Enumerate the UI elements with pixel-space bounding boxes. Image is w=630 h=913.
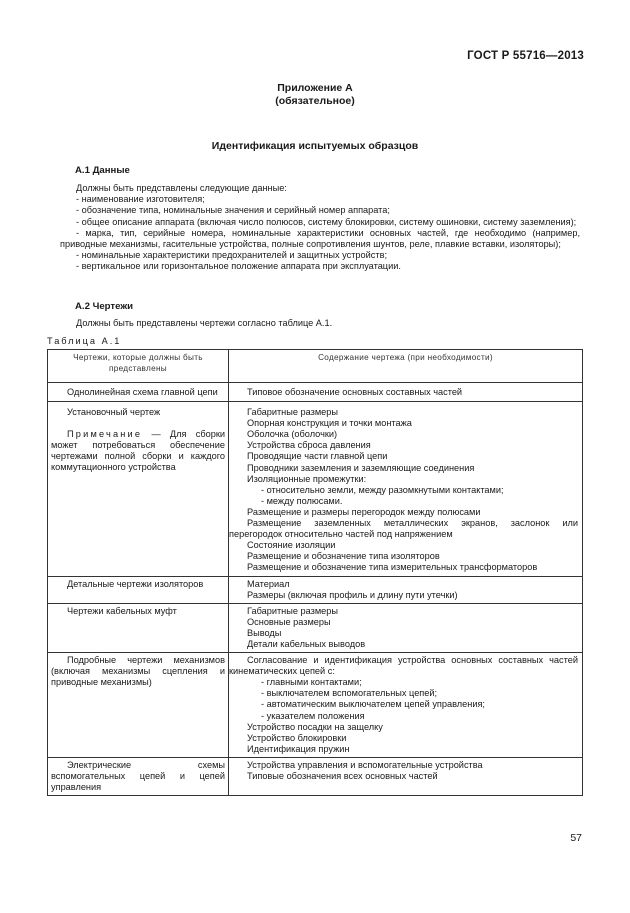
table-row — [48, 383, 583, 402]
cell-text: Однолинейная схема главной цепи — [67, 387, 218, 397]
row-content — [229, 603, 583, 652]
content-line: Устройство посадки на защелку — [247, 721, 383, 732]
content-line: Габаритные размеры — [247, 407, 338, 418]
standard-number: ГОСТ Р 55716—2013 — [467, 50, 584, 62]
appendix-title: Приложение А — [277, 82, 353, 94]
a1-heading: А.1 Данные — [75, 165, 130, 176]
row-drawing-name — [48, 383, 229, 402]
drawings-table — [47, 349, 583, 796]
table-note — [51, 429, 225, 473]
content-line: Габаритные размеры — [247, 605, 338, 616]
table-row — [48, 653, 583, 758]
row-drawing-name — [48, 653, 229, 758]
row-drawing-name — [48, 757, 229, 795]
table-row — [48, 603, 583, 652]
row-drawing-name — [48, 402, 229, 576]
content-line: Опорная конструкция и точки монтажа — [247, 418, 412, 429]
content-line: Размещение и обозначение типа изоляторов — [247, 551, 440, 562]
a1-item: - марка, тип, серийные номера, номинальные характеристики основных частей, где необходимо (например, приводные механизмы, гасительные устройства, полные сопротивления шунтов, реле, плавкие вставки, изоляторы); — [60, 227, 580, 250]
row-content — [229, 757, 583, 795]
content-line: Типовые обозначения всех основных частей — [247, 771, 438, 781]
content-line: Размещение и обозначение типа измерительных трансформаторов — [247, 562, 538, 573]
cell-text: Электрические схемы вспомогательных цепей и цепей управления — [51, 759, 225, 793]
table-header-row — [48, 350, 583, 383]
row-drawing-name — [48, 576, 229, 603]
content-line: Устройства сброса давления — [247, 440, 371, 451]
row-content — [229, 402, 583, 576]
a1-item: - вертикальное или горизонтальное положение аппарата при эксплуатации. — [76, 261, 401, 272]
table-row — [48, 402, 583, 576]
content-line: Размещение заземленных металлических экранов, заслонок или перегородок относительно частей под напряжением — [229, 518, 578, 540]
row-content — [229, 576, 583, 603]
content-line: Материал — [247, 578, 290, 589]
cell-text: Установочный чертеж — [67, 407, 161, 418]
content-line: Детали кабельных выводов — [247, 638, 366, 649]
table-row — [48, 757, 583, 795]
content-line: Согласование и идентификация устройства основных составных частей кинематических цепей с: — [229, 655, 578, 677]
row-content — [229, 383, 583, 402]
content-subline: - выключателем вспомогательных цепей; — [261, 688, 438, 699]
content-subline: - относительно земли, между разомкнутыми контактами; — [261, 484, 504, 495]
appendix-subtitle: (обязательное) — [275, 95, 355, 107]
content-line: Изоляционные промежутки: — [247, 473, 367, 484]
content-line: Выводы — [247, 627, 282, 638]
content-line: Размещение и размеры перегородок между полюсами — [247, 506, 481, 517]
row-drawing-name — [48, 603, 229, 652]
a2-body — [60, 318, 580, 329]
content-line: Состояние изоляции — [247, 540, 336, 551]
table-caption: Таблица А.1 — [47, 336, 122, 346]
a2-heading: А.2 Чертежи — [75, 301, 134, 312]
content-line: Проводники заземления и заземляющие соединения — [247, 462, 475, 473]
content-subline: - указателем положения — [261, 710, 365, 721]
cell-text: Чертежи кабельных муфт — [67, 605, 177, 616]
content-subline: - автоматическим выключателем цепей управления; — [261, 699, 485, 710]
page-number: 57 — [570, 832, 582, 844]
cell-text: Детальные чертежи изоляторов — [67, 578, 204, 589]
a1-item: - общее описание аппарата (включая число полюсов, систему блокировки, систему ошиновки, систему заземления); — [76, 216, 577, 227]
a2-text: Должны быть представлены чертежи согласно таблице А.1. — [76, 318, 333, 328]
table-row — [48, 576, 583, 603]
content-line: Размеры (включая профиль и длину пути утечки) — [247, 589, 458, 600]
content-subline: - главными контактами; — [261, 677, 362, 688]
note-text: — Для сборки может потребоваться обеспечение чертежами полной сборки и каждого коммутационного устройства — [51, 429, 225, 473]
content-line: Типовое обозначение основных составных частей — [247, 387, 463, 397]
content-line: Идентификация пружин — [247, 743, 350, 754]
content-line: Устройства управления и вспомогательные устройства — [247, 759, 483, 770]
content-line: Оболочка (оболочки) — [247, 429, 338, 440]
a1-body — [60, 183, 580, 273]
a1-intro: Должны быть представлены следующие данные: — [76, 183, 287, 193]
content-line: Основные размеры — [247, 616, 331, 627]
a1-item: - номинальные характеристики предохранителей и защитных устройств; — [76, 250, 388, 261]
content-subline: - между полюсами. — [261, 495, 343, 506]
appendix-heading — [0, 82, 630, 108]
column-header-content: Содержание чертежа (при необходимости) — [229, 350, 583, 383]
column-header-drawings: Чертежи, которые должны быть представлены — [48, 350, 229, 383]
cell-text: Подробные чертежи механизмов (включая механизмы сцепления и приводные механизмы) — [51, 655, 225, 688]
note-label: Примечание — [67, 429, 143, 440]
content-line: Проводящие части главной цепи — [247, 451, 388, 462]
row-content — [229, 653, 583, 758]
a1-item: - наименование изготовителя; — [76, 194, 205, 205]
section-title: Идентификация испытуемых образцов — [211, 140, 419, 152]
a1-item: - обозначение типа, номинальные значения и серийный номер аппарата; — [76, 205, 390, 216]
content-line: Устройство блокировки — [247, 732, 347, 743]
